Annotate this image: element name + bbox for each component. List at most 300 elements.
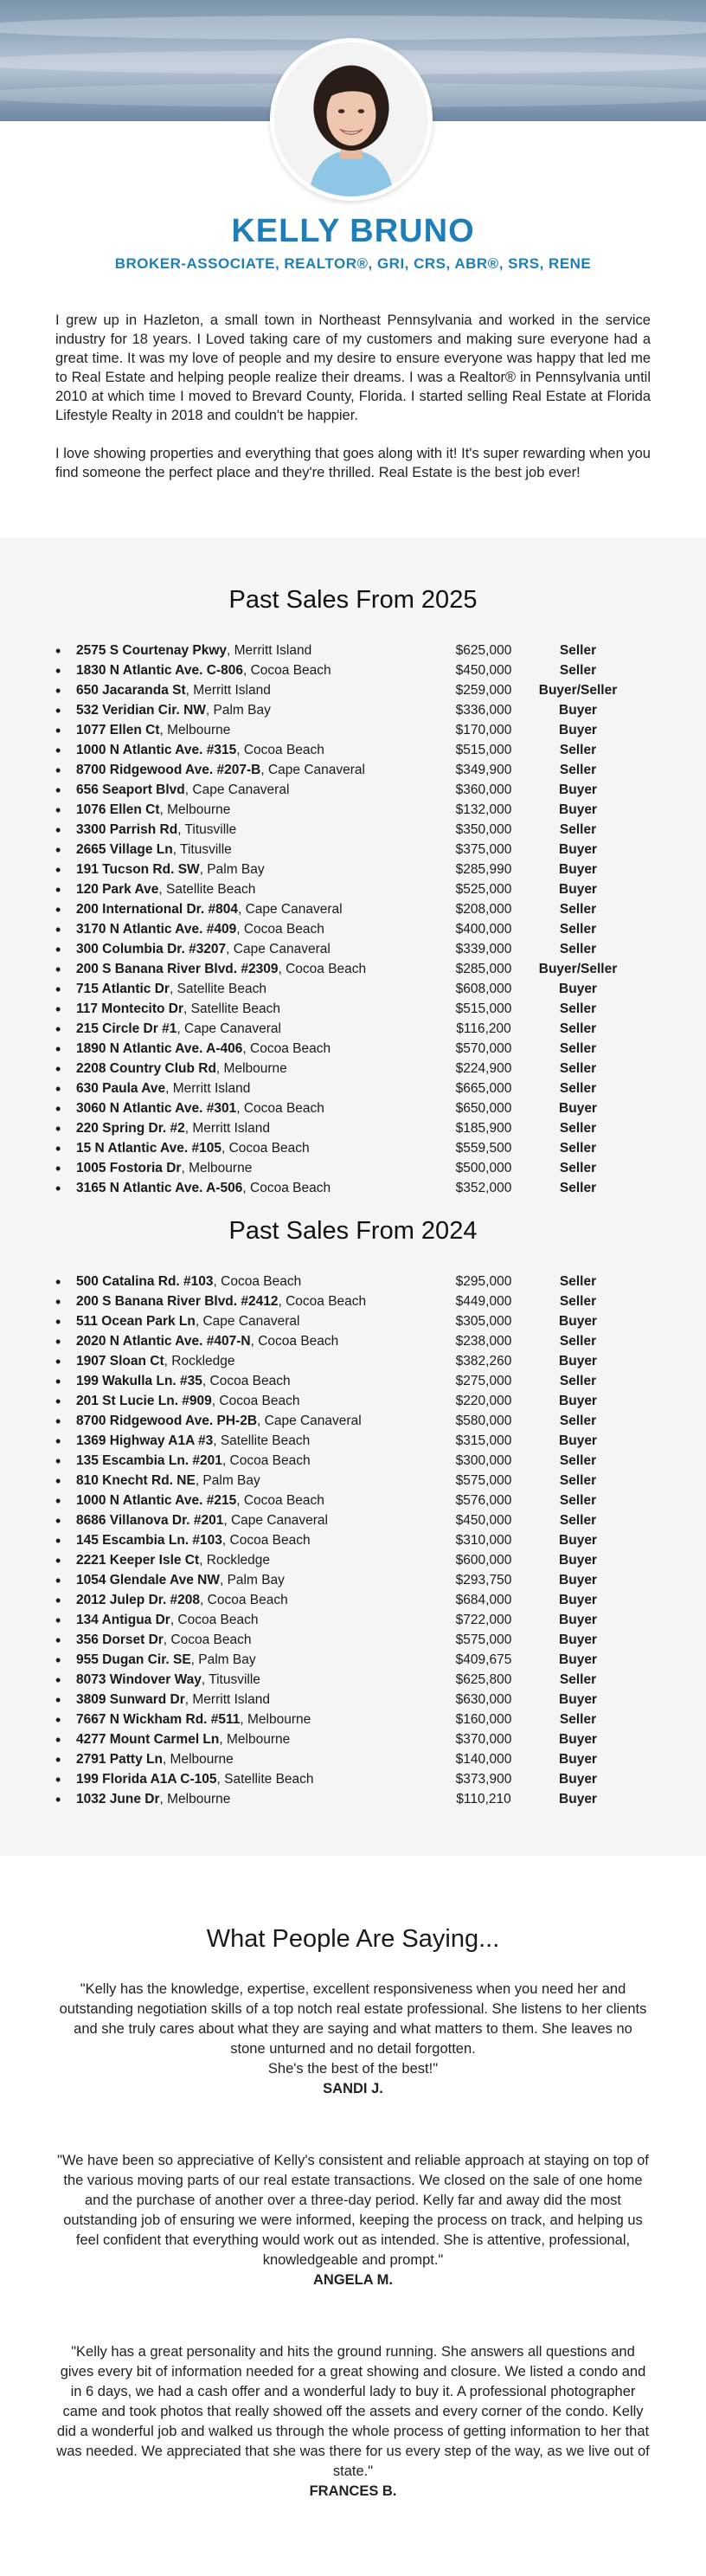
sale-price: $449,000 xyxy=(455,1293,512,1309)
sale-price: $259,000 xyxy=(455,682,512,698)
sale-address xyxy=(76,882,438,898)
sale-city: , Cocoa Beach xyxy=(200,1592,288,1607)
sale-price: $336,000 xyxy=(455,702,512,718)
sale-street: 1369 Highway A1A #3 xyxy=(76,1433,214,1448)
sale-city: , Cocoa Beach xyxy=(202,1373,291,1388)
sale-address xyxy=(76,802,438,818)
sale-row xyxy=(55,700,706,720)
past-sales-section xyxy=(0,538,706,1856)
sale-street: 120 Park Ave xyxy=(76,881,159,897)
sale-city: , Melbourne xyxy=(181,1160,253,1175)
testimonial xyxy=(55,2151,651,2290)
sale-address xyxy=(76,763,438,778)
sale-street: 2221 Keeper Isle Ct xyxy=(76,1552,200,1568)
sale-address xyxy=(76,1274,438,1290)
testimonials-heading: What People Are Saying... xyxy=(206,1925,500,1953)
sale-role: Buyer xyxy=(559,1433,597,1448)
sale-row xyxy=(55,1291,706,1311)
sale-street: 8700 Ridgewood Ave. #207-B xyxy=(76,762,261,777)
sale-street: 3060 N Atlantic Ave. #301 xyxy=(76,1100,237,1116)
sale-street: 1032 June Dr xyxy=(76,1791,160,1806)
sale-row xyxy=(55,1039,706,1059)
sale-street: 191 Tucson Rd. SW xyxy=(76,861,200,877)
sale-street: 356 Dorset Dr xyxy=(76,1632,164,1647)
sale-price: $373,900 xyxy=(455,1771,512,1787)
sale-address xyxy=(76,1513,438,1529)
sale-city: , Cocoa Beach xyxy=(236,1100,324,1116)
sale-address xyxy=(76,1161,438,1176)
sale-city: , Melbourne xyxy=(240,1711,311,1727)
sale-role: Seller xyxy=(559,1021,597,1036)
sale-row xyxy=(55,999,706,1019)
sale-price: $224,900 xyxy=(455,1060,512,1076)
sale-price: $684,000 xyxy=(455,1592,512,1607)
bullet-icon: • xyxy=(55,1611,61,1629)
sale-role: Seller xyxy=(559,921,597,937)
sale-city: , Palm Bay xyxy=(219,1572,285,1587)
sale-price: $110,210 xyxy=(456,1791,511,1806)
sale-city: , Satellite Beach xyxy=(158,881,256,897)
sale-price: $349,900 xyxy=(455,762,512,777)
sale-city: , Rockledge xyxy=(199,1552,271,1568)
sale-street: 7667 N Wickham Rd. #511 xyxy=(76,1711,241,1727)
bullet-icon: • xyxy=(55,1491,61,1510)
sale-price: $409,675 xyxy=(455,1652,512,1667)
sale-row xyxy=(55,1311,706,1331)
sale-role: Seller xyxy=(559,941,597,956)
sale-role: Seller xyxy=(559,1060,597,1076)
sale-city: , Satellite Beach xyxy=(216,1771,314,1787)
sale-address xyxy=(76,1021,438,1037)
sale-price: $285,000 xyxy=(455,961,512,976)
sale-city: , Melbourne xyxy=(219,1731,291,1747)
sale-city: , Cocoa Beach xyxy=(221,1532,311,1548)
sale-address xyxy=(76,1613,438,1628)
sale-city: , Cape Canaveral xyxy=(226,941,331,956)
sale-row xyxy=(55,1059,706,1079)
sale-row xyxy=(55,1411,706,1431)
sale-price: $285,990 xyxy=(455,861,512,877)
sale-price: $450,000 xyxy=(455,662,512,678)
bullet-icon: • xyxy=(55,1452,61,1470)
sale-role: Buyer xyxy=(559,841,597,857)
sale-address xyxy=(76,1334,438,1349)
sale-address xyxy=(76,703,438,718)
sale-role: Buyer xyxy=(559,1632,597,1647)
sale-city: , Merritt Island xyxy=(185,682,271,698)
sale-city: , Cape Canaveral xyxy=(195,1313,300,1329)
sale-row xyxy=(55,1550,706,1570)
sale-street: 4277 Mount Carmel Ln xyxy=(76,1731,220,1747)
sale-price: $375,000 xyxy=(455,841,512,857)
sale-address xyxy=(76,1101,438,1117)
testimonial xyxy=(55,1980,651,2099)
sale-row xyxy=(55,1019,706,1039)
sale-street: 3170 N Atlantic Ave. #409 xyxy=(76,921,237,937)
bullet-icon: • xyxy=(55,1372,61,1390)
sale-role: Buyer xyxy=(559,1791,597,1806)
sale-address xyxy=(76,1294,438,1310)
sale-price: $185,900 xyxy=(455,1120,512,1136)
bullet-icon: • xyxy=(55,1272,61,1291)
sale-row xyxy=(55,1610,706,1630)
sale-address xyxy=(76,1453,438,1469)
sale-address xyxy=(76,1652,438,1668)
sale-city: , Cocoa Beach xyxy=(278,1293,367,1309)
sale-city: , Cape Canaveral xyxy=(223,1512,328,1528)
sale-price: $238,000 xyxy=(455,1333,512,1349)
sale-city: , Palm Bay xyxy=(205,702,271,718)
sale-role: Seller xyxy=(559,1140,597,1156)
testimonial xyxy=(55,2342,651,2502)
sale-role: Buyer xyxy=(559,802,597,817)
sale-price: $310,000 xyxy=(455,1532,512,1548)
sale-price: $450,000 xyxy=(455,1512,512,1528)
sale-role: Seller xyxy=(559,1671,597,1687)
sale-role: Buyer xyxy=(559,1771,597,1787)
sale-street: 199 Wakulla Ln. #35 xyxy=(76,1373,202,1388)
sale-price: $625,000 xyxy=(455,642,512,658)
bullet-icon: • xyxy=(55,1392,61,1410)
sale-row xyxy=(55,1351,706,1371)
sale-address xyxy=(76,1633,438,1648)
bullet-icon: • xyxy=(55,1119,61,1137)
sales-2025-list xyxy=(0,641,706,1198)
sale-price: $275,000 xyxy=(455,1373,512,1388)
sale-city: , Palm Bay xyxy=(199,861,265,877)
sale-address xyxy=(76,922,438,937)
sale-row xyxy=(55,1471,706,1491)
sale-street: 2020 N Atlantic Ave. #407-N xyxy=(76,1333,251,1349)
sale-address xyxy=(76,962,438,977)
sale-row xyxy=(55,1138,706,1158)
sale-price: $295,000 xyxy=(455,1273,512,1289)
sale-city: , Cocoa Beach xyxy=(236,1492,324,1508)
sale-street: 117 Montecito Dr xyxy=(76,1001,184,1016)
sale-address xyxy=(76,942,438,957)
sale-row xyxy=(55,720,706,740)
sale-row xyxy=(55,1079,706,1098)
sale-address xyxy=(76,1493,438,1509)
sale-city: , Cape Canaveral xyxy=(237,901,343,917)
sale-address xyxy=(76,1772,438,1787)
bullet-icon: • xyxy=(55,960,61,978)
sale-role: Buyer xyxy=(559,1592,597,1607)
sale-city: , Titusville xyxy=(172,841,232,857)
sale-address xyxy=(76,842,438,858)
sale-row xyxy=(55,1670,706,1690)
bullet-icon: • xyxy=(55,920,61,938)
sale-street: 200 S Banana River Blvd. #2309 xyxy=(76,961,279,976)
bullet-icon: • xyxy=(55,701,61,719)
sale-price: $500,000 xyxy=(455,1160,512,1175)
sale-street: 1890 N Atlantic Ave. A-406 xyxy=(76,1040,243,1056)
sale-row xyxy=(55,1331,706,1351)
sale-role: Buyer xyxy=(559,1731,597,1747)
sale-row xyxy=(55,979,706,999)
sale-street: 656 Seaport Blvd xyxy=(76,782,185,797)
sale-row xyxy=(55,780,706,800)
sale-role: Seller xyxy=(559,1120,597,1136)
bullet-icon: • xyxy=(55,1292,61,1311)
sale-role: Seller xyxy=(559,1180,597,1195)
testimonials-section xyxy=(0,1856,706,2562)
sale-row xyxy=(55,1510,706,1530)
sale-address xyxy=(76,782,438,798)
sale-price: $400,000 xyxy=(455,921,512,937)
sale-street: 650 Jacaranda St xyxy=(76,682,186,698)
sale-price: $559,500 xyxy=(455,1140,512,1156)
sale-row xyxy=(55,1118,706,1138)
bullet-icon: • xyxy=(55,1690,61,1709)
sale-role: Buyer xyxy=(559,1313,597,1329)
sale-price: $665,000 xyxy=(455,1080,512,1096)
sale-price: $208,000 xyxy=(455,901,512,917)
sale-street: 2665 Village Ln xyxy=(76,841,173,857)
sale-row xyxy=(55,1570,706,1590)
bullet-icon: • xyxy=(55,1432,61,1450)
bullet-icon: • xyxy=(55,661,61,679)
sale-row xyxy=(55,959,706,979)
bullet-icon: • xyxy=(55,1531,61,1549)
sale-address xyxy=(76,1121,438,1137)
sale-role: Buyer xyxy=(559,702,597,718)
sale-price: $515,000 xyxy=(455,742,512,757)
sale-city: , Satellite Beach xyxy=(213,1433,311,1448)
sale-street: 1077 Ellen Ct xyxy=(76,722,160,737)
sale-city: , Cocoa Beach xyxy=(242,1040,331,1056)
sale-address xyxy=(76,743,438,758)
sale-price: $600,000 xyxy=(455,1552,512,1568)
sale-address xyxy=(76,1081,438,1097)
sale-street: 1005 Fostoria Dr xyxy=(76,1160,182,1175)
sale-address xyxy=(76,822,438,838)
sale-street: 134 Antigua Dr xyxy=(76,1612,170,1627)
sale-row xyxy=(55,1451,706,1471)
sale-role: Seller xyxy=(559,1373,597,1388)
bullet-icon: • xyxy=(55,681,61,699)
sale-price: $525,000 xyxy=(455,881,512,897)
sale-street: 955 Dugan Cir. SE xyxy=(76,1652,191,1667)
sale-role: Seller xyxy=(559,1492,597,1508)
sale-street: 2791 Patty Ln xyxy=(76,1751,163,1767)
sale-row xyxy=(55,1158,706,1178)
sale-role: Seller xyxy=(559,901,597,917)
sale-price: $300,000 xyxy=(455,1452,512,1468)
sale-role: Seller xyxy=(559,1472,597,1488)
sale-role: Buyer xyxy=(559,1691,597,1707)
avatar xyxy=(270,38,433,201)
sale-address xyxy=(76,1141,438,1156)
sale-city: , Satellite Beach xyxy=(183,1001,281,1016)
sale-price: $352,000 xyxy=(455,1180,512,1195)
testimonial-list xyxy=(55,1980,651,2502)
bio-section xyxy=(0,273,706,482)
sale-price: $170,000 xyxy=(455,722,512,737)
sale-role: Buyer xyxy=(559,1100,597,1116)
sale-role: Seller xyxy=(559,1001,597,1016)
sale-row xyxy=(55,840,706,860)
bullet-icon: • xyxy=(55,1059,61,1078)
sale-role: Buyer xyxy=(559,1393,597,1408)
testimonial-author: FRANCES B. xyxy=(309,2483,397,2499)
sale-row xyxy=(55,1690,706,1710)
sale-address xyxy=(76,1001,438,1017)
testimonial-quote: "Kelly has the knowledge, expertise, excellent responsiveness when you need her and outstanding negotiation skills of a top notch real estate professional. She listens to her clients and she truly cares about what they are saying and what matters to them. She leaves no stone unturned and no detail forgotten. She's the best of the best!" xyxy=(59,1981,647,2077)
sale-role: Seller xyxy=(559,1080,597,1096)
sale-row xyxy=(55,1431,706,1451)
sale-street: 220 Spring Dr. #2 xyxy=(76,1120,185,1136)
bullet-icon: • xyxy=(55,940,61,958)
agent-name: KELLY BRUNO xyxy=(231,213,475,249)
sale-street: 2012 Julep Dr. #208 xyxy=(76,1592,201,1607)
testimonial-author: SANDI J. xyxy=(323,2081,383,2096)
sale-price: $576,000 xyxy=(455,1492,512,1508)
bullet-icon: • xyxy=(55,801,61,819)
sale-address xyxy=(76,663,438,679)
sale-street: 3300 Parrish Rd xyxy=(76,821,178,837)
sales-2025-heading: Past Sales From 2025 xyxy=(228,586,478,614)
sale-address xyxy=(76,1433,438,1449)
sale-city: , Cocoa Beach xyxy=(236,921,324,937)
bullet-icon: • xyxy=(55,1571,61,1589)
sale-row xyxy=(55,1630,706,1650)
sale-address xyxy=(76,1732,438,1748)
sale-row xyxy=(55,680,706,700)
bullet-icon: • xyxy=(55,641,61,660)
sale-role: Buyer xyxy=(559,1612,597,1627)
sale-street: 135 Escambia Ln. #201 xyxy=(76,1452,222,1468)
sale-address xyxy=(76,723,438,738)
sale-row xyxy=(55,879,706,899)
sale-address xyxy=(76,1672,438,1688)
sale-city: , Titusville xyxy=(201,1671,260,1687)
sale-price: $360,000 xyxy=(455,782,512,797)
sales-2024-heading: Past Sales From 2024 xyxy=(228,1217,478,1245)
sale-address xyxy=(76,643,438,659)
sale-role: Seller xyxy=(559,1452,597,1468)
sale-price: $608,000 xyxy=(455,981,512,996)
sale-city: , Melbourne xyxy=(215,1060,287,1076)
sale-row xyxy=(55,1650,706,1670)
sale-row xyxy=(55,760,706,780)
sale-role: Buyer xyxy=(559,981,597,996)
sale-role: Seller xyxy=(559,1512,597,1528)
sale-role: Buyer xyxy=(559,782,597,797)
sale-row xyxy=(55,1590,706,1610)
sale-city: , Cocoa Beach xyxy=(242,662,331,678)
sale-street: 511 Ocean Park Ln xyxy=(76,1313,196,1329)
sale-price: $220,000 xyxy=(455,1393,512,1408)
sale-city: , Cocoa Beach xyxy=(250,1333,339,1349)
sale-address xyxy=(76,1354,438,1369)
sale-city: , Melbourne xyxy=(159,1791,231,1806)
sale-address xyxy=(76,1593,438,1608)
bullet-icon: • xyxy=(55,980,61,998)
sale-row xyxy=(55,860,706,879)
sale-street: 200 S Banana River Blvd. #2412 xyxy=(76,1293,279,1309)
sale-city: , Cape Canaveral xyxy=(176,1021,281,1036)
sale-city: , Palm Bay xyxy=(195,1472,260,1488)
sale-row xyxy=(55,1371,706,1391)
sale-price: $382,260 xyxy=(455,1353,512,1368)
sale-street: 8073 Windover Way xyxy=(76,1671,202,1687)
sale-role: Seller xyxy=(559,1293,597,1309)
sale-street: 1076 Ellen Ct xyxy=(76,802,160,817)
sale-street: 8700 Ridgewood Ave. PH-2B xyxy=(76,1413,258,1428)
sale-role: Buyer xyxy=(559,1532,597,1548)
sale-street: 201 St Lucie Ln. #909 xyxy=(76,1393,212,1408)
sale-street: 2208 Country Club Rd xyxy=(76,1060,216,1076)
sale-street: 200 International Dr. #804 xyxy=(76,901,238,917)
profile-header xyxy=(0,0,706,199)
bullet-icon: • xyxy=(55,741,61,759)
bullet-icon: • xyxy=(55,821,61,839)
bullet-icon: • xyxy=(55,1671,61,1689)
sale-role: Seller xyxy=(559,821,597,837)
sale-row xyxy=(55,1789,706,1809)
sale-row xyxy=(55,939,706,959)
sale-row xyxy=(55,740,706,760)
sale-role: Seller xyxy=(559,1413,597,1428)
sale-role: Seller xyxy=(559,1333,597,1349)
sale-street: 1830 N Atlantic Ave. C-806 xyxy=(76,662,243,678)
sale-address xyxy=(76,1712,438,1728)
sale-price: $315,000 xyxy=(455,1433,512,1448)
sale-row xyxy=(55,1098,706,1118)
sale-row xyxy=(55,1491,706,1510)
sale-address xyxy=(76,1473,438,1489)
sale-city: , Cocoa Beach xyxy=(221,1140,310,1156)
sale-city: , Cape Canaveral xyxy=(260,762,365,777)
bullet-icon: • xyxy=(55,1159,61,1177)
sale-street: 1000 N Atlantic Ave. #315 xyxy=(76,742,237,757)
bullet-icon: • xyxy=(55,1352,61,1370)
bio-paragraph: I love showing properties and everything that goes along with it! It's super rewarding when you find someone the perfect place and they're thrilled. Real Estate is the best job ever! xyxy=(55,446,651,480)
testimonial-author: ANGELA M. xyxy=(313,2272,393,2288)
sale-role: Buyer/Seller xyxy=(538,961,618,976)
sale-price: $575,000 xyxy=(455,1472,512,1488)
sale-address xyxy=(76,1374,438,1389)
sale-address xyxy=(76,1752,438,1768)
sale-address xyxy=(76,1692,438,1708)
bullet-icon: • xyxy=(55,1730,61,1748)
sale-address xyxy=(76,1553,438,1568)
bullet-icon: • xyxy=(55,1099,61,1117)
sale-street: 8686 Villanova Dr. #201 xyxy=(76,1512,224,1528)
sale-row xyxy=(55,1272,706,1291)
sale-role: Seller xyxy=(559,642,597,658)
sale-price: $650,000 xyxy=(455,1100,512,1116)
bullet-icon: • xyxy=(55,781,61,799)
testimonial-quote: "Kelly has a great personality and hits the ground running. She answers all questions and gives every bit of information needed for a great showing and closure. We listed a condo and in 6 days, we had a cash offer and a wonderful lady to buy it. A professional photographer came and took photos that really showed off the assets and every corner of the condo. Kelly did a wonderful job and walked us through the whole process of getting information to her that was needed. We appreciated that she was there for us every step of the way, as we live out of state." xyxy=(56,2344,650,2479)
sale-price: $140,000 xyxy=(455,1751,512,1767)
sale-street: 2575 S Courtenay Pkwy xyxy=(76,642,228,658)
sale-city: , Cocoa Beach xyxy=(221,1452,311,1468)
sale-city: , Cocoa Beach xyxy=(242,1180,331,1195)
sales-2024-list xyxy=(0,1272,706,1809)
sale-city: , Titusville xyxy=(177,821,237,837)
sale-price: $350,000 xyxy=(455,821,512,837)
bullet-icon: • xyxy=(55,1591,61,1609)
sale-address xyxy=(76,862,438,878)
sale-row xyxy=(55,1769,706,1789)
sale-row xyxy=(55,1710,706,1729)
sale-role: Seller xyxy=(559,742,597,757)
sale-role: Seller xyxy=(559,1040,597,1056)
sale-role: Buyer/Seller xyxy=(538,682,618,698)
sale-city: , Merritt Island xyxy=(184,1120,270,1136)
